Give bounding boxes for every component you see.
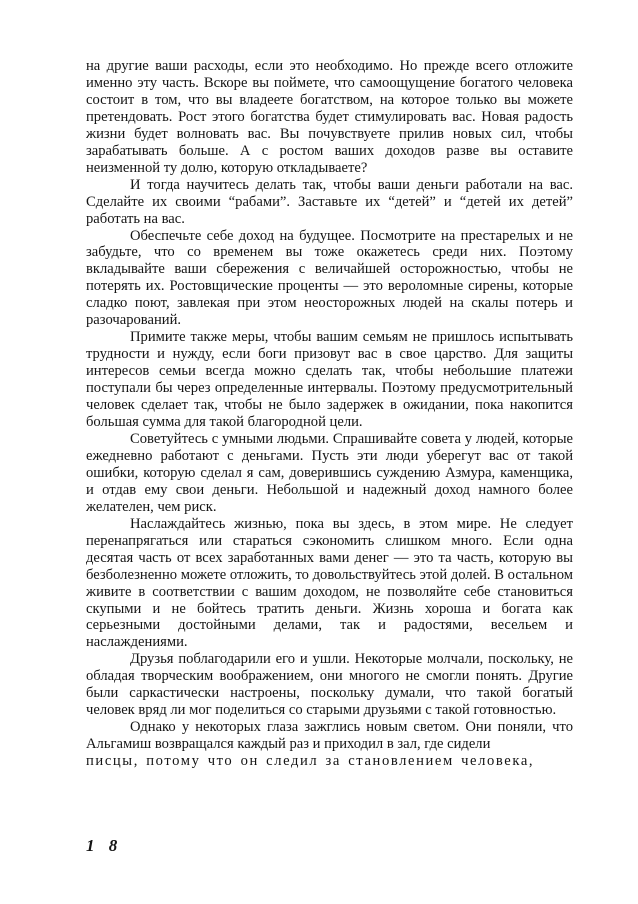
page-number: 1 8 xyxy=(86,836,123,855)
paragraph-7: Друзья поблагодарили его и ушли. Некоторые молчали, поскольку, не обладая творческим воображением, они многого не смогли понять. Другие были саркастически настроены, поскольку думали, что такой богатый человек вряд ли мог поделиться со старыми друзьями с такой готовностью. xyxy=(86,651,573,719)
paragraph-1: на другие ваши расходы, если это необходимо. Но прежде всего отложите именно эту часть. Вскоре вы поймете, что самоощущение богатого человека состоит в том, что вы владеете богатством, на которое только вы можете претендовать. Рост этого богатства будет стимулировать вас. Новая радость жизни будет волновать вас. Вы почувствуете прилив новых сил, чтобы зарабатывать больше. А с ростом ваших доходов разве вы оставите неизменной ту долю, которую откладываете? xyxy=(86,58,573,176)
paragraph-6: Наслаждайтесь жизнью, пока вы здесь, в этом мире. Не следует перенапрягаться или стараться сэкономить слишком много. Если одна десятая часть от всех заработанных вами денег — это та часть, которую вы безболезненно можете отложить, то довольствуйтесь этой долей. В остальном живите в соответствии с вашим доходом, не позволяйте себе становиться скупыми и не бойтесь тратить деньги. Жизнь хороша и богата как серьезными достойными делами, так и радостями, весельем и наслаждениями. xyxy=(86,515,573,651)
page-text xyxy=(86,58,573,770)
paragraph-2: И тогда научитесь делать так, чтобы ваши деньги работали на вас. Сделайте их своими “рабами”. Заставьте их “детей” и “детей их детей” работать на вас. xyxy=(86,176,573,227)
paragraph-8-last-line: писцы, потому что он следил за становлением человека, xyxy=(86,753,535,770)
paragraph-3: Обеспечьте себе доход на будущее. Посмотрите на престарелых и не забудьте, что со временем вы тоже окажетесь среди них. Поэтому вкладывайте ваши сбережения с величайшей осторожностью, чтобы не потерять их. Ростовщические проценты — это вероломные сирены, которые сладко поют, завлекая при этом неосторожных людей на скалы потерь и разочарований. xyxy=(86,227,573,329)
paragraph-5: Советуйтесь с умными людьми. Спрашивайте совета у людей, которые ежедневно работают с деньгами. Пусть эти люди уберегут вас от такой ошибки, которую сделал я сам, доверившись суждению Азмура, каменщика, и отдав ему свои деньги. Небольшой и надежный доход намного более желателен, чем риск. xyxy=(86,430,573,515)
paragraph-4: Примите также меры, чтобы вашим семьям не пришлось испытывать трудности и нужду, если боги призовут вас в свое царство. Для защиты интересов семьи всегда можно сделать так, чтобы небольшие платежи поступали бы через определенные интервалы. Поэтому предусмотрительный человек сделает так, чтобы не было задержек в ожидании, пока накопится большая сумма для такой благородной цели. xyxy=(86,329,573,431)
paragraph-8: Однако у некоторых глаза зажглись новым светом. Они поняли, что Альгамиш возвращался каждый раз и приходил в зал, где сидели xyxy=(86,719,573,753)
